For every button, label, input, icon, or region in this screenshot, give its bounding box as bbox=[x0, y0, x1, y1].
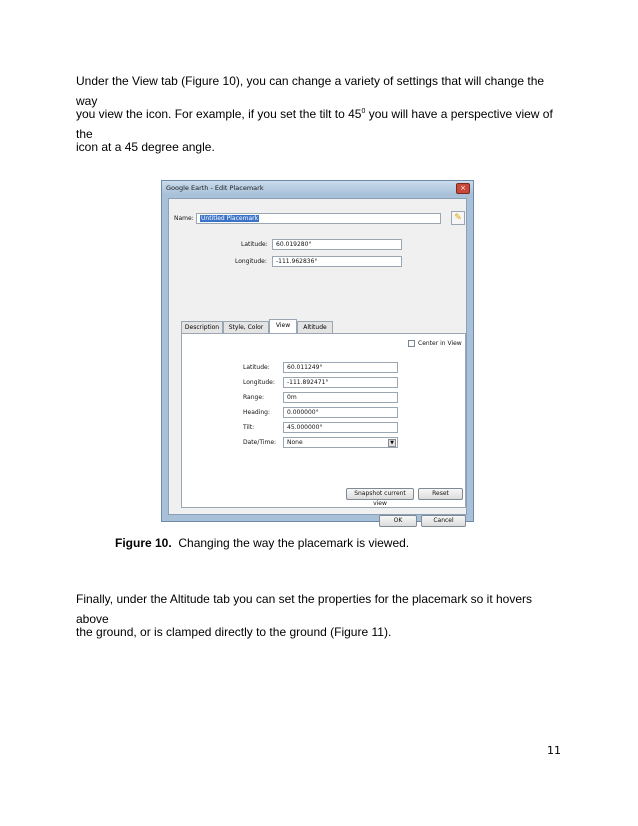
figure-caption-text: Changing the way the placemark is viewed. bbox=[171, 536, 410, 550]
snapshot-current-view-button[interactable]: Snapshot current view bbox=[346, 488, 414, 500]
dialog-client bbox=[168, 198, 467, 524]
dialog-titlebar bbox=[162, 181, 473, 195]
tab-view[interactable]: View bbox=[269, 319, 297, 333]
longitude-input[interactable]: -111.962836° bbox=[272, 256, 402, 267]
intro-paragraph bbox=[76, 71, 566, 170]
placemark-icon-button[interactable] bbox=[451, 211, 465, 225]
name-label: Name: bbox=[174, 215, 194, 222]
range-input[interactable]: 0m bbox=[283, 392, 398, 403]
cancel-button[interactable]: Cancel bbox=[421, 515, 466, 527]
view-longitude-input[interactable]: -111.892471° bbox=[283, 377, 398, 388]
pushpin-icon: ✎ bbox=[454, 213, 462, 223]
tab-style-color[interactable]: Style, Color bbox=[223, 321, 269, 333]
altitude-line-2: the ground, or is clamped directly to the ground (Figure 11). bbox=[76, 625, 392, 639]
latitude-input[interactable]: 60.019280° bbox=[272, 239, 402, 250]
intro-line-2 bbox=[76, 104, 566, 141]
view-longitude-label: Longitude: bbox=[243, 379, 275, 386]
tilt-label: Tilt: bbox=[243, 424, 255, 431]
figure-label: Figure 10. bbox=[115, 536, 172, 550]
name-value: Untitled Placemark bbox=[201, 215, 259, 222]
chevron-down-icon[interactable]: ▼ bbox=[388, 439, 396, 447]
tab-description[interactable]: Description bbox=[181, 321, 223, 333]
altitude-paragraph bbox=[76, 589, 566, 655]
tilt-input[interactable]: 45.000000° bbox=[283, 422, 398, 433]
intro-line-3: icon at a 45 degree angle. bbox=[76, 140, 215, 154]
view-latitude-input[interactable]: 60.011249° bbox=[283, 362, 398, 373]
heading-input[interactable]: 0.000000° bbox=[283, 407, 398, 418]
name-input[interactable] bbox=[196, 213, 441, 224]
degree-superscript: 0 bbox=[361, 108, 366, 115]
view-latitude-label: Latitude: bbox=[243, 364, 270, 371]
ok-button[interactable]: OK bbox=[379, 515, 417, 527]
intro-line-1: Under the View tab (Figure 10), you can change a variety of settings that will change the way bbox=[76, 74, 545, 108]
edit-placemark-dialog bbox=[161, 180, 474, 522]
reset-button[interactable]: Reset bbox=[418, 488, 463, 500]
intro-line-2-a: you view the icon. For example, if you set the tilt to 45 bbox=[76, 107, 362, 121]
datetime-value: None bbox=[287, 439, 303, 446]
center-in-view-checkbox[interactable] bbox=[408, 340, 415, 347]
datetime-label: Date/Time: bbox=[243, 439, 277, 446]
range-label: Range: bbox=[243, 394, 265, 401]
view-tab-panel bbox=[181, 333, 466, 508]
close-button[interactable]: × bbox=[456, 183, 470, 194]
page-number: 11 bbox=[547, 744, 561, 757]
tab-altitude[interactable]: Altitude bbox=[297, 321, 333, 333]
altitude-line-1: Finally, under the Altitude tab you can set the properties for the placemark so it hovers above bbox=[76, 592, 533, 626]
dialog-title: Google Earth - Edit Placemark bbox=[166, 184, 264, 192]
intro-line-2-b: you will have a perspective view of the bbox=[76, 107, 553, 141]
datetime-select[interactable] bbox=[283, 437, 398, 448]
center-in-view-label: Center in View bbox=[418, 340, 462, 347]
latitude-label: Latitude: bbox=[241, 241, 268, 248]
figure-caption bbox=[115, 536, 409, 550]
heading-label: Heading: bbox=[243, 409, 270, 416]
longitude-label: Longitude: bbox=[235, 258, 267, 265]
